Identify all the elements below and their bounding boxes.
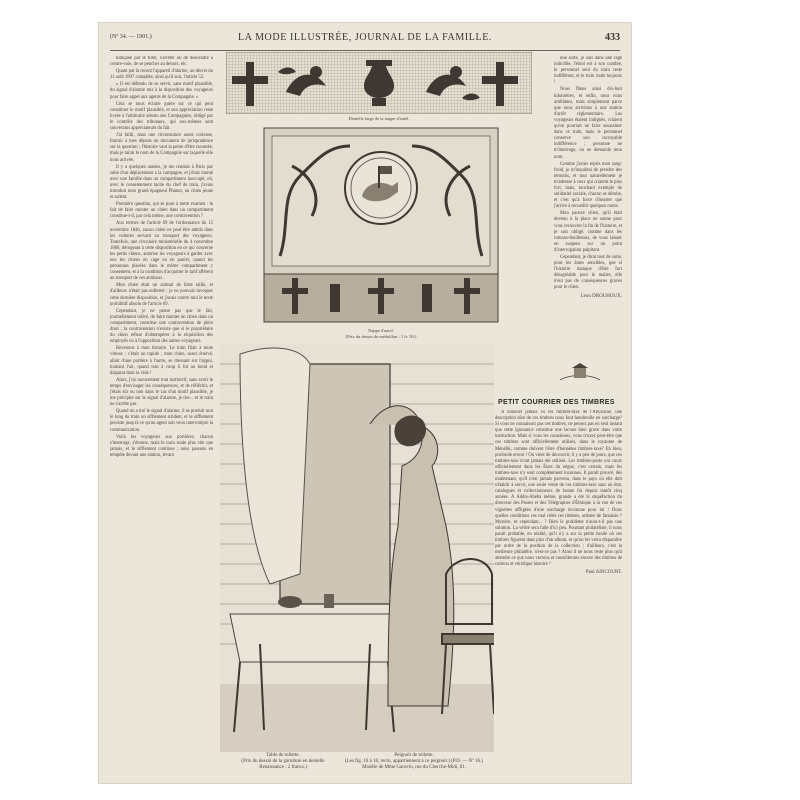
paragraph: Aux termes de l'article 69 de l'ordonnance du 15 novembre 1846, aucun chien ne peut être admis dans les voitures servant au transport des voyageurs. Toutefois, une circulaire ministérielle du 4 novembre 1866, dérogeant à cette disposition en ce qui concerne les petits chiens, autorise les voyageurs à garder avec eux les chiens en cage ou en panier, quand les personnes placées dans le même compartiment y consentent, et à la condition d'acquitter le tarif afférent au transport de ces animaux. [110, 221, 213, 282]
issue-number: (Nº 34. — 1901.) [110, 34, 152, 40]
section-title: PETIT COURRIER DES TIMBRES [498, 399, 615, 406]
lace-border-illustration [226, 52, 532, 114]
paragraph: J'ai failli, dans une circonstance assez curieuse, fournir à mes dépens un document de jurisprudence sur la question ; l'histoire vaut la peine d'être racontée, mais je tairai le nom de la Compagnie sur laquelle elle nous arrivée. [110, 133, 213, 163]
paragraph: A nnoncer jamais vu les timbres-taxe de l'Abyssinie, une description sûre de ces timbres nous font honderolle en surcharge? Si vous ne connaissez pas ces timbres, ne pensez pas en seul instant que cette ignorance constitue une lacune bien grave dans votre instruction. Mais si vous les connaissez, vous croyez peut-être que ces timbres sont officiellement utilisés, dans le royaume de Ménélik, comme doivent l'être d'honnêtes timbres-taxe? Eh bien, profonde erreur ! On vient de découvrir, il y a peu de jours, que ces timbres-taxe n'ont jamais été utilisés. Les timbres-poste ont cours officiellement dans les États du négus, c'est certain, mais les timbres-taxe n'y sont complètement inconnus. Il paraît prouvé, dès maintenant, qu'il n'est jamais parvenu, dans le pays où elle doit s'établir à servir, une seule vente de ces timbres-taxe sans un état, catalogues et collectionneurs de bonne foi depuis tantôt cinq années. A Addis-Abeba même, grande a été la stupéfaction du directeur des Postes et des Télégraphes d'Éthiopie à la vue de ces vignettes affligées d'une surcharge inconnue pour lui ! Donc quelles conditions ces mal créés ces timbres, artistes de fantaisie ? Mystère, et cependant... ? Rien le problème n'aura-t-il pas une solution. La vérité sera faite d'ici peu. Pourtant philatéliste, il nous paraît probable, en réalité, qu'il n'y a sur la petite bande où ces timbres figurent dans plus d'un album, et qu'on les verra disparaître par ordre de la position de la collection ; d'ailleurs, c'est la meilleure philatélie, n'est-ce pas ? Ainsi il ne nous reste plus qu'à attendre ce que nous verrons et contrôlerons encore des timbres de curieux et véridique histoire ? [495, 410, 622, 568]
paragraph: une sorte, je suis dans une rage indicible, l'émoi est à son comble, le personnel seul du train reste indifférent, et le train roule toujours ! [554, 56, 622, 86]
altar-cloth-subtitle: (Prix du dessin du médaillon : 1 fr. 50.) [345, 333, 417, 339]
paragraph: Mon chien était un animal de forte taille, et d'ailleurs n'était pas enfermé ; je ne pouvais invoquer cette dernière disposition, et j'avais contre moi le texte prohibitif absolu de l'article 69. [110, 283, 213, 307]
page-header [110, 32, 620, 48]
dressing-gown-title: Peignoir de toilette. [394, 753, 434, 758]
right-text-column-top [554, 56, 622, 386]
toilet-table-title: Table de toilette. [266, 753, 300, 758]
paragraph: Cependant, je ne pense pas que le fait, journellement toléré, de faire monter un chien dans un compartiment, constitue une contravention de plein droit ; la contravention n'existe que si le propriétaire du chien refuse d'obtempérer à la réquisition des employés ou à l'opposition des autres voyageurs. [110, 308, 213, 345]
paragraph: Voilà les voyageurs aux portières, chacun s'interroge, s'étonne, mais le train roule plus vite que jamais, et le sifflement continue ; nous passons en tempête devant une station, levant [110, 434, 213, 458]
toilet-table-subtitle: (Prix du dessin de la garniture en dentelle Renaissance : 2 francs.) [241, 759, 325, 770]
altar-cloth-title: Nappe d'autel. [368, 328, 394, 333]
right-text-column-bottom [495, 410, 622, 735]
dressing-gown-caption [334, 753, 494, 771]
paragraph: Alors, j'un mouvement tout instinctif, sans avoir le temps d'envisager les conséquences, et de réfléchir, et j'étais sûr ou non dans le cas d'un motif plausible, je me précipite sur le signal d'alarme, je tire... et le train ne s'arrête pas. [110, 377, 213, 408]
left-text-column [110, 56, 213, 776]
paragraph: Quant par là recent l'appareil d'alarme, un décret du 11 août 1897 complète, ainsi qu'il suit, l'article 52. [110, 69, 213, 81]
journal-title: LA MODE ILLUSTRÉE, JOURNAL DE LA FAMILLE. [237, 32, 493, 43]
paragraph: Première question, qui se pose à notre examen : le fait de faire monter un chien dans un compartiment constitue-t-il, par cela même, une contravention ? [110, 202, 213, 220]
lace-border-caption: Dentelle large de la nappe d'autel. [348, 116, 410, 121]
paragraph: Cependant, je dirai tout de suite, pour les âmes sensibles, que si l'histoire manque d'être fort désagréable pour le maître, elle n'eut pas de conséquences graves pour le chien. [554, 255, 622, 291]
altar-cloth-illustration [262, 126, 500, 326]
paragraph: indiquée par le tillet, s'arrêter ou de descendre à contre-voie, de se pencher au dehors, etc. [110, 56, 213, 68]
paragraph: « Il est défendu de se servir, sans motif plausible, du signal d'alarme mis à la disposition des voyageurs pour faire appel aux agents de la Compagnie. » [110, 82, 213, 100]
paragraph: Revenons à mon histoire. Le train filait à toute vitesse ; c'était un rapide ; mon chien, assez énervé, allait d'une portière à l'autre, se dressant sur l'appui, humant l'air, quand tout à coup il fut au bond et disparut dans le vide ! [110, 346, 213, 376]
paragraph: Cela se nous éclaire guère sur ce qui peut constituer le motif plausible, et son appréciation reste livrée à l'arbitraire absolu des Compagnies, obligé par le contrôle des tribunaux, qui eux-mêmes sont souverains appréciateurs du fait. [110, 101, 213, 132]
paragraph: Mon pauvre chien, qu'il était devenu à la place ne sonne pour vous recouvrer la fin de l'histoire, et je suis obligé, comme dans les romans-feuilletons, de vous laisser en suspens sur un point d'interrogation palpitant. [554, 211, 622, 253]
paragraph: Nous fîmes ainsi dix-huit kilomètres, et enfin, nous nous arrêtâmes, mais simplement parce que nous arrivions à une station d'arrêt réglementaire. Les voyageurs étaient indignés, criaient qu'on pourrait ne faire assassiner dans ce train, mais le personnel conserve son incroyable indifférence ; personne ne m'interroge, on ne demande mon nom. [554, 87, 622, 160]
paragraph: Quand on a tiré le signal d'alarme, il se produit tout le long du train un sifflement strident, et le sifflement persiste jusqu'à ce qu'un agent soit venu interrompre la communication. [110, 409, 213, 433]
dressing-gown-subtitle: (Les fig. 16 à 18, recto, appartiennent à ce peignoir.) (P.D. — Nº 16.) [345, 759, 483, 764]
dressing-gown-maker: Modèle de Mme Gauvrin, rue du Cherche-Midi, 81. [362, 765, 466, 770]
snow-vignette-illustration [560, 362, 600, 384]
header-rule [110, 50, 620, 51]
page-number: 433 [605, 32, 620, 43]
paragraph: Comme j'avais repris mon sang-froid, je m'inquiétai de prendre des témoins, et tout naturellement je m'adresse à ceux qui criaient le plus fort, mais, touchant exemple de solidarité sociale, chacun se dérobe, et c'est qu'à force d'insister que j'arrive à recueillir quelques noms. [554, 161, 622, 210]
toilet-table-caption [238, 753, 328, 771]
paragraph: Il y a quelques années, je me rendais à Paris par suite d'un déplacement à la campagne, et j'étais monté avec une famille dans un compartiment inoccupé, où, avec le consentement tacite du chef de train, j'avais introduit mon grand épagneul Phanor, un chien jeune et ardent. [110, 164, 213, 201]
journal-page [98, 22, 632, 784]
author-signature: Léon DROUHOUX. [580, 293, 622, 299]
altar-cloth-caption [262, 328, 500, 339]
toilet-table-illustration [220, 344, 494, 752]
author-signature: Paul AINCOURT. [585, 570, 622, 576]
